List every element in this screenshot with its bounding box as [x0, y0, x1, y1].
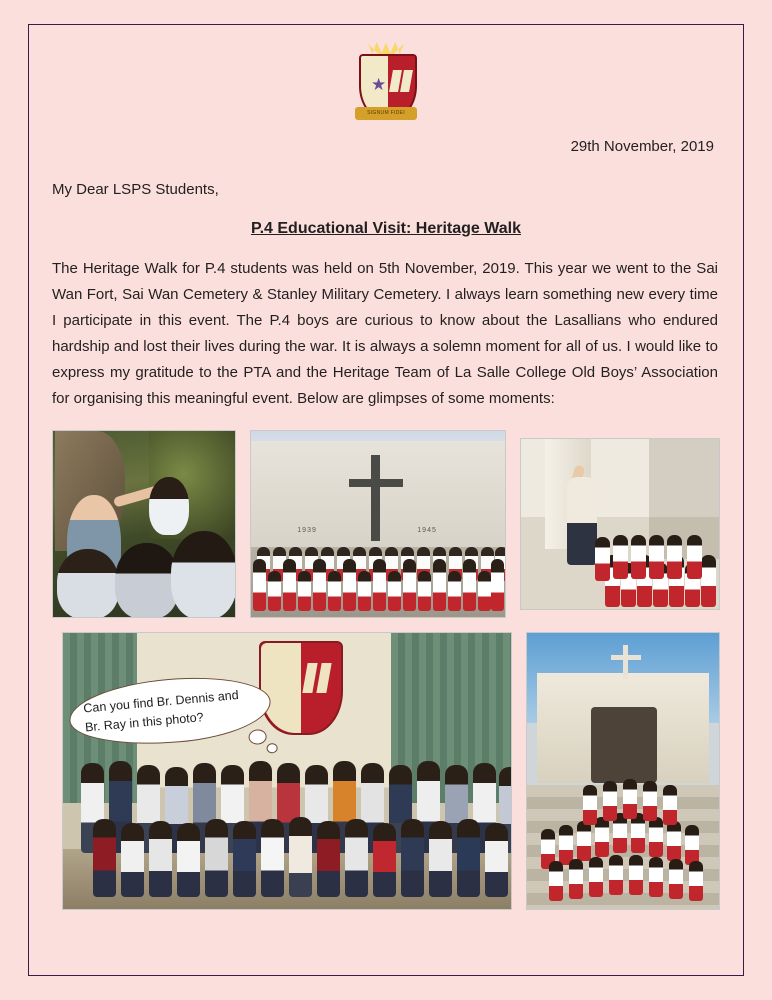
photo-sai-wan-cemetery-group — [250, 430, 506, 618]
photo5-doorway — [591, 707, 657, 783]
photo2-student-crowd — [251, 535, 505, 611]
photo1-student — [171, 531, 236, 618]
photo2-cross-icon — [371, 455, 380, 541]
photo2-year-left: 1939 — [297, 527, 317, 534]
photo1-student — [57, 549, 119, 618]
photo2-cross-bar — [349, 479, 403, 487]
crest-container — [52, 42, 720, 120]
letter-salutation: My Dear LSPS Students, — [52, 181, 219, 198]
photo3-teacher — [567, 477, 597, 565]
photo4-crest-icon — [259, 641, 343, 735]
photo-row-top — [52, 430, 720, 618]
photo-hall-group-photo — [62, 632, 512, 910]
la-salle-crest-icon — [355, 42, 417, 120]
page-title: P.4 Educational Visit: Heritage Walk — [250, 220, 521, 237]
photo-teacher-pointing-wall — [520, 438, 720, 610]
photo5-cross-bar — [611, 655, 641, 660]
photo1-student — [115, 543, 179, 618]
photo-hillside-students — [52, 430, 236, 618]
letter-body: The Heritage Walk for P.4 students was held on 5th November, 2019. This year we went to the Sai Wan Fort, Sai Wan Cemetery & Stanley Military Cemetery. I always learn something new every time I participate in this event. The P.4 boys are curious to know about the Lasallians who endured hardship and lost their lives during the war. It is always a solemn moment for all of us. I would like to express my gratitude to the PTA and the Heritage Team of La Salle College Old Boys’ Association for organising this meaningful event. Below are glimpses of some moments: — [52, 260, 718, 407]
photo2-year-right: 1945 — [417, 527, 437, 534]
letter-date: 29th November, 2019 — [570, 138, 714, 155]
crest-star-icon: ★ — [371, 75, 387, 94]
crest-motto-scroll: SIGNUM FIDEI — [355, 107, 417, 120]
speech-bubble-text: Can you find Br. Dennis and Br. Ray in this photo? — [82, 687, 240, 735]
photo1-student — [149, 477, 189, 535]
photo-chapel-steps-group — [526, 632, 720, 910]
crest-chevron-2 — [400, 70, 413, 92]
photo-row-bottom — [52, 632, 720, 910]
letter-content — [52, 40, 720, 960]
photo5-cross-icon — [623, 645, 628, 679]
